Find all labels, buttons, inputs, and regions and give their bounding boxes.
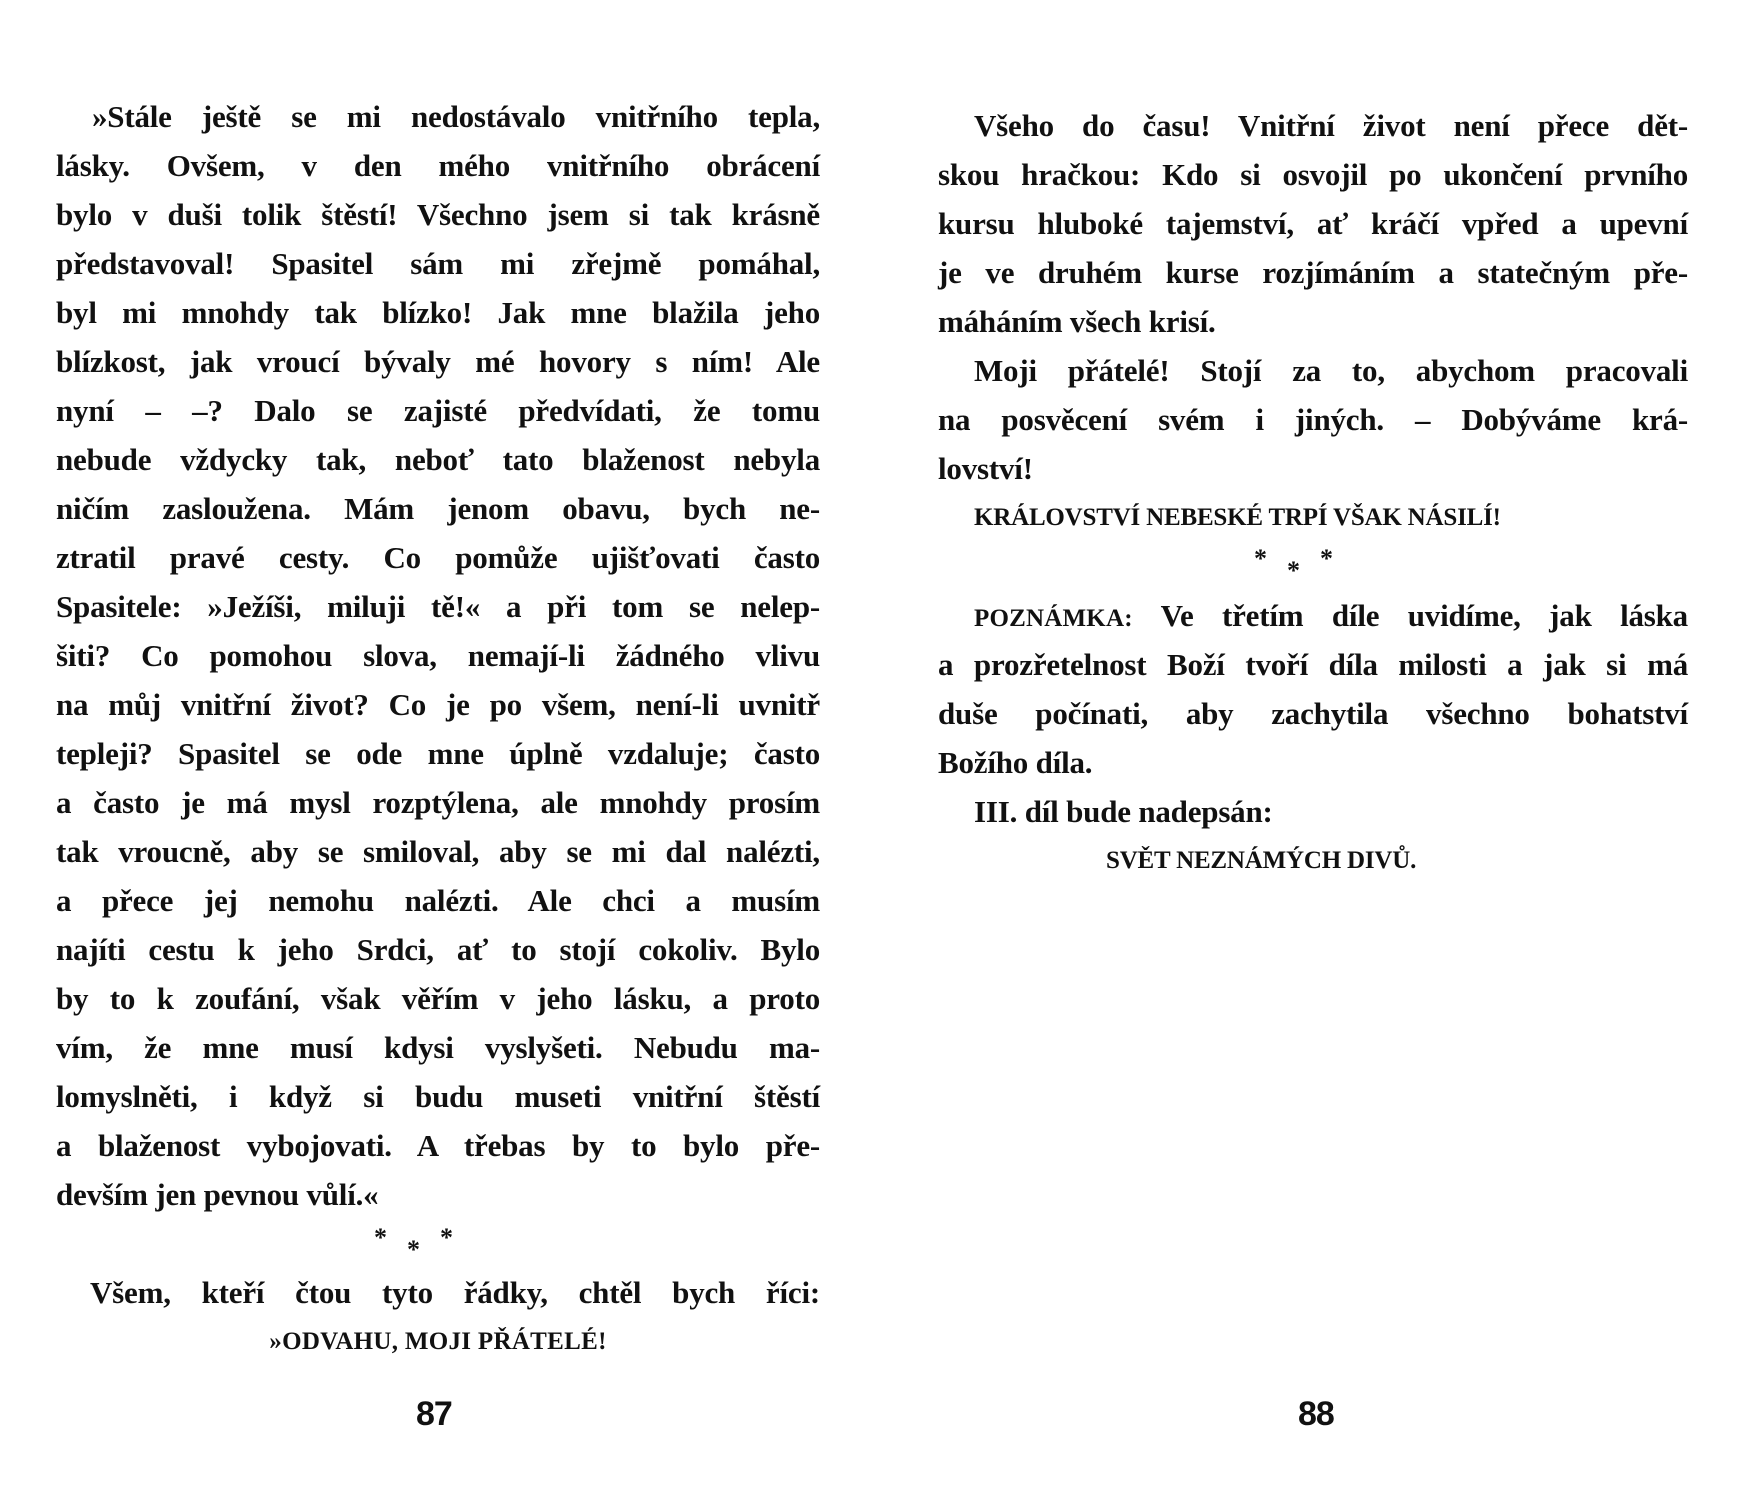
text-line: najíti cestu k jeho Srdci, ať to stojí cokoliv. Bylo [56,932,820,967]
text-line: Moji přátelé! Stojí za to, abychom pracovali [974,353,1688,388]
star-glyph: * [1254,544,1267,573]
text-line: »Stále ještě se mi nedostávalo vnitřního tepla, [92,99,820,134]
right-page [938,0,1688,1500]
text-line: tepleji? Spasitel se ode mne úplně vzdaluje; často [56,736,820,771]
text-line: nebude vždycky tak, neboť tato blaženost nebyla [56,442,820,477]
text-line: na můj vnitřní život? Co je po všem, není-li uvnitř [56,687,820,722]
star-glyph: * [1320,544,1333,573]
right-page-text [938,101,1688,885]
text-line: a často je má mysl rozptýlena, ale mnohdy prosím [56,785,820,820]
text-line: blízkost, jak vroucí bývaly mé hovory s ním! Ale [56,344,820,379]
closing-line: Všem, kteří čtou tyto řádky, chtěl bych říci: [90,1275,820,1310]
section-divider-stars [938,542,1688,591]
page-number: 87 [416,1395,452,1433]
part-announcement: III. díl bude nadepsán: [974,794,1273,829]
text-line: nyní – –? Dalo se zajisté předvídati, že tomu [56,393,820,428]
text-line: ztratil pravé cesty. Co pomůže ujišťovati často [56,540,820,575]
left-page-text [56,92,820,1366]
note-line: Božího díla. [938,745,1093,780]
section-heading: KRÁLOVSTVÍ NEBESKÉ TRPÍ VŠAK NÁSILÍ! [974,504,1501,531]
text-line: by to k zoufání, však věřím v jeho lásku, a proto [56,981,820,1016]
star-glyph: * [1287,556,1300,585]
text-line: devším jen pevnou vůlí.« [56,1177,379,1212]
text-line: je ve druhém kurse rozjímáním a statečným pře- [938,255,1688,290]
text-line: Všeho do času! Vnitřní život není přece dět- [974,108,1688,143]
left-page [56,0,820,1500]
text-line: tak vroucně, aby se smiloval, aby se mi dal nalézti, [56,834,820,869]
part-title: SVĚT NEZNÁMÝCH DIVŮ. [1106,847,1417,874]
star-glyph: * [374,1223,387,1252]
text-line: bylo v duši tolik štěstí! Všechno jsem si tak krásně [56,197,820,232]
text-line: kursu hluboké tajemství, ať kráčí vpřed a upevní [938,206,1688,241]
text-line: byl mi mnohdy tak blízko! Jak mne blažila jeho [56,295,820,330]
text-line: a blaženost vybojovati. A třebas by to bylo pře- [56,1128,820,1163]
text-line: představoval! Spasitel sám mi zřejmě pomáhal, [56,246,820,281]
text-line: lásky. Ovšem, v den mého vnitřního obrácení [56,148,820,183]
text-line: skou hračkou: Kdo si osvojil po ukončení prvního [938,157,1688,192]
note-line: duše počínati, aby zachytila všechno bohatství [938,696,1688,731]
star-glyph: * [407,1235,420,1264]
text-line: ničím zasloužena. Mám jenom obavu, bych ne- [56,491,820,526]
note-line: a prozřetelnost Boží tvoří díla milosti a jak si má [938,647,1688,682]
text-line: Spasitele: »Ježíši, miluji tě!« a při tom se nelep- [56,589,820,624]
text-line: vím, že mne musí kdysi vyslyšeti. Nebudu ma- [56,1030,820,1065]
text-line: a přece jej nemohu nalézti. Ale chci a musím [56,883,820,918]
text-line: lovství! [938,451,1033,486]
text-line: na posvěcení svém i jiných. – Dobýváme krá- [938,402,1688,437]
note-text: Ve třetím díle uvidíme, jak láska [1160,598,1688,633]
page-number: 88 [1298,1395,1334,1433]
closing-heading: »ODVAHU, MOJI PŘÁTELÉ! [269,1328,607,1355]
section-divider-stars [56,1219,820,1268]
text-line: šiti? Co pomohou slova, nemají-li žádného vlivu [56,638,820,673]
text-line: máháním všech krisí. [938,304,1216,339]
note-line [938,591,1688,640]
note-label: POZNÁMKA: [974,605,1133,632]
star-glyph: * [440,1223,453,1252]
text-line: lomyslněti, i když si budu museti vnitřní štěstí [56,1079,820,1114]
